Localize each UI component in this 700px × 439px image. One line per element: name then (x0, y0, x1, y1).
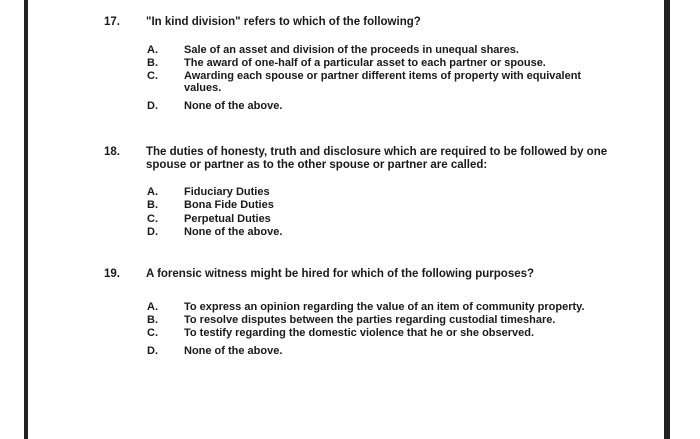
option-text: None of the above. (184, 100, 283, 112)
question-number: 17. (104, 16, 120, 28)
option-letter: C. (147, 213, 158, 225)
option-letter: A. (147, 186, 158, 198)
option-letter: A. (147, 301, 158, 313)
option-text: None of the above. (184, 345, 283, 357)
left-page-border (24, 0, 28, 439)
option-text: Sale of an asset and division of the proceeds in unequal shares. (184, 44, 519, 56)
option-text: Awarding each spouse or partner different items of property with equivalent values. (184, 70, 582, 94)
question-text: "In kind division" refers to which of the following? (146, 16, 421, 28)
option-text: To resolve disputes between the parties regarding custodial timeshare. (184, 314, 556, 326)
option-text: Bona Fide Duties (184, 199, 274, 211)
right-page-margin (670, 0, 700, 439)
option-letter: D. (147, 100, 158, 112)
option-text: To testify regarding the domestic violence that he or she observed. (184, 327, 535, 339)
option-letter: A. (147, 44, 158, 56)
option-letter: B. (147, 199, 158, 211)
option-letter: B. (147, 314, 158, 326)
option-text: The award of one-half of a particular asset to each partner or spouse. (184, 57, 546, 69)
question-number: 18. (104, 146, 120, 158)
question-text: A forensic witness might be hired for which of the following purposes? (146, 268, 535, 280)
option-text: Fiduciary Duties (184, 186, 270, 198)
option-letter: D. (147, 226, 158, 238)
option-letter: D. (147, 345, 158, 357)
option-letter: B. (147, 57, 158, 69)
option-letter: C. (147, 327, 158, 339)
question-text: The duties of honesty, truth and disclosure which are required to be followed by one spouse or partner as to the other spouse or partner are called: (146, 146, 608, 171)
option-text: To express an opinion regarding the value of an item of community property. (184, 301, 585, 313)
option-text: None of the above. (184, 226, 283, 238)
option-letter: C. (147, 70, 158, 82)
option-text: Perpetual Duties (184, 213, 271, 225)
question-number: 19. (104, 268, 120, 280)
